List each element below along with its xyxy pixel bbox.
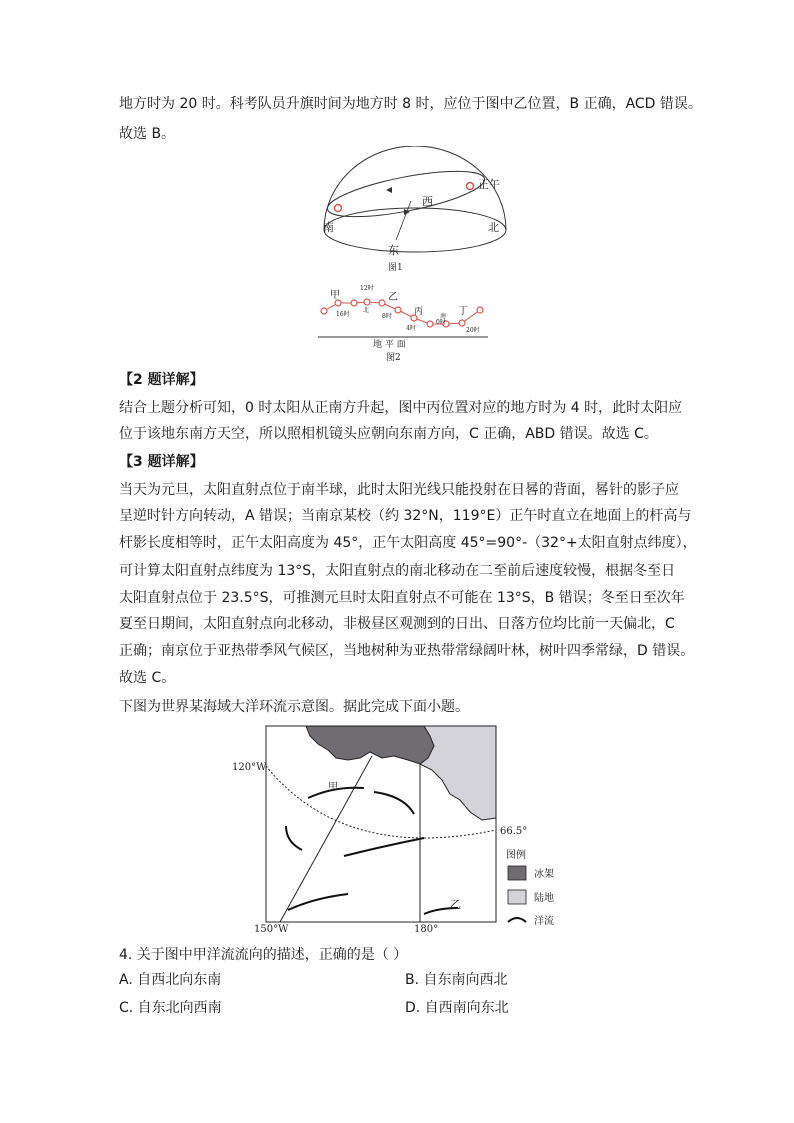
label-yi: 乙 xyxy=(388,292,398,303)
legend-land-label: 陆地 xyxy=(534,893,554,904)
paragraph-line: 正确；南京位于亚热带季风气候区，当地树种为亚热带常绿阔叶林，树叶四季常绿，D 错误。 xyxy=(119,643,695,659)
option-c[interactable]: C. 自东北向西南 xyxy=(119,1000,222,1016)
label-south: 南 xyxy=(323,221,334,234)
legend-current-label: 洋流 xyxy=(534,916,554,927)
paragraph-line: 杆影长度相等时，正午太阳高度为 45°，正午太阳高度 45°=90°-（32°+太阳直射点纬度）， xyxy=(119,535,697,551)
label-120w: 120°W xyxy=(232,762,267,773)
label-bei: 北 xyxy=(363,307,370,314)
paragraph-line: 故选 B。 xyxy=(119,126,176,142)
label-current-yi: 乙 xyxy=(450,898,461,911)
paragraph-line: 当天为元旦，太阳直射点位于南半球，此时太阳光线只能投射在日晷的背面，晷针的影子应 xyxy=(119,482,679,498)
label-east: 东 xyxy=(388,244,399,257)
paragraph-line: 位于该地东南方天空，所以照相机镜头应朝向东南方向，C 正确，ABD 错误。故选 C。 xyxy=(119,426,658,442)
figure2-caption: 图2 xyxy=(386,353,401,363)
label-4h: 4时 xyxy=(406,325,416,332)
sunrise-marker xyxy=(335,205,342,212)
noon-sun-marker xyxy=(467,183,474,190)
option-b[interactable]: B. 自东南向西北 xyxy=(405,972,508,988)
option-d[interactable]: D. 自西南向东北 xyxy=(405,1000,509,1016)
paragraph-line: 太阳直射点位于 23.5°S，可推测元旦时太阳直射点不可能在 13°S，B 错误；冬至日至次年 xyxy=(119,590,685,606)
paragraph-line: 可计算太阳直射点纬度为 13°S，太阳直射点的南北移动在二至前后速度较慢，根据冬至日 xyxy=(119,563,676,579)
paragraph-line: 故选 C。 xyxy=(119,670,176,686)
option-a[interactable]: A. 自西北向东南 xyxy=(119,972,222,988)
label-12h: 12时 xyxy=(360,285,374,292)
question-intro: 下图为世界某海域大洋环流示意图。据此完成下面小题。 xyxy=(119,699,469,715)
figure2-sun-position-diagram xyxy=(318,282,490,364)
label-noon: 正午 xyxy=(478,178,500,191)
paragraph-line: 夏至日期间，太阳直射点向北移动，非极昼区观测到的日出、日落方位均比前一天偏北，C xyxy=(119,616,675,632)
figure1-sun-path-diagram xyxy=(318,146,518,278)
ice-shelf-area xyxy=(306,726,434,764)
figure1-caption: 图1 xyxy=(388,263,403,273)
label-nan: 南 xyxy=(440,313,447,320)
label-bing: 丙 xyxy=(414,307,424,317)
legend-ice-swatch xyxy=(508,866,526,880)
label-8h: 8时 xyxy=(382,313,392,320)
legend-land-swatch xyxy=(508,890,526,904)
ground-label: 地 平 面 xyxy=(373,340,406,350)
paragraph-line: 地方时为 20 时。科考队员升旗时间为地方时 8 时，应位于图中乙位置，B 正确，ACD 错误。 xyxy=(119,96,702,112)
label-ding: 丁 xyxy=(458,306,468,317)
label-20h: 20时 xyxy=(466,327,480,334)
label-66-5: 66.5° xyxy=(500,826,528,837)
label-0h: 0时 xyxy=(436,319,446,326)
label-current-jia: 甲 xyxy=(328,782,338,793)
legend-current-icon xyxy=(508,918,526,922)
label-north: 北 xyxy=(488,221,499,234)
legend-ice-label: 冰架 xyxy=(534,869,554,880)
section-heading-q3: 【3 题详解】 xyxy=(119,454,204,470)
paragraph-line: 结合上题分析可知，0 时太阳从正南方升起，图中丙位置对应的地方时为 4 时，此时太阳应 xyxy=(119,400,683,416)
ocean-circulation-map xyxy=(224,722,584,938)
label-16h: 16时 xyxy=(336,311,350,318)
label-west: 西 xyxy=(422,195,433,208)
question-4-stem: 4. 关于图中甲洋流流向的描述，正确的是（ ） xyxy=(119,947,408,963)
paragraph-line: 呈逆时针方向转动，A 错误；当南京某校（约 32°N，119°E）正午时直立在地面上的杆高与 xyxy=(119,508,692,524)
label-150w: 150°W xyxy=(254,924,289,935)
legend-title: 图例 xyxy=(506,850,526,861)
label-jia: 甲 xyxy=(330,290,340,301)
label-180: 180° xyxy=(414,924,439,935)
section-heading-q2: 【2 题详解】 xyxy=(119,372,204,388)
